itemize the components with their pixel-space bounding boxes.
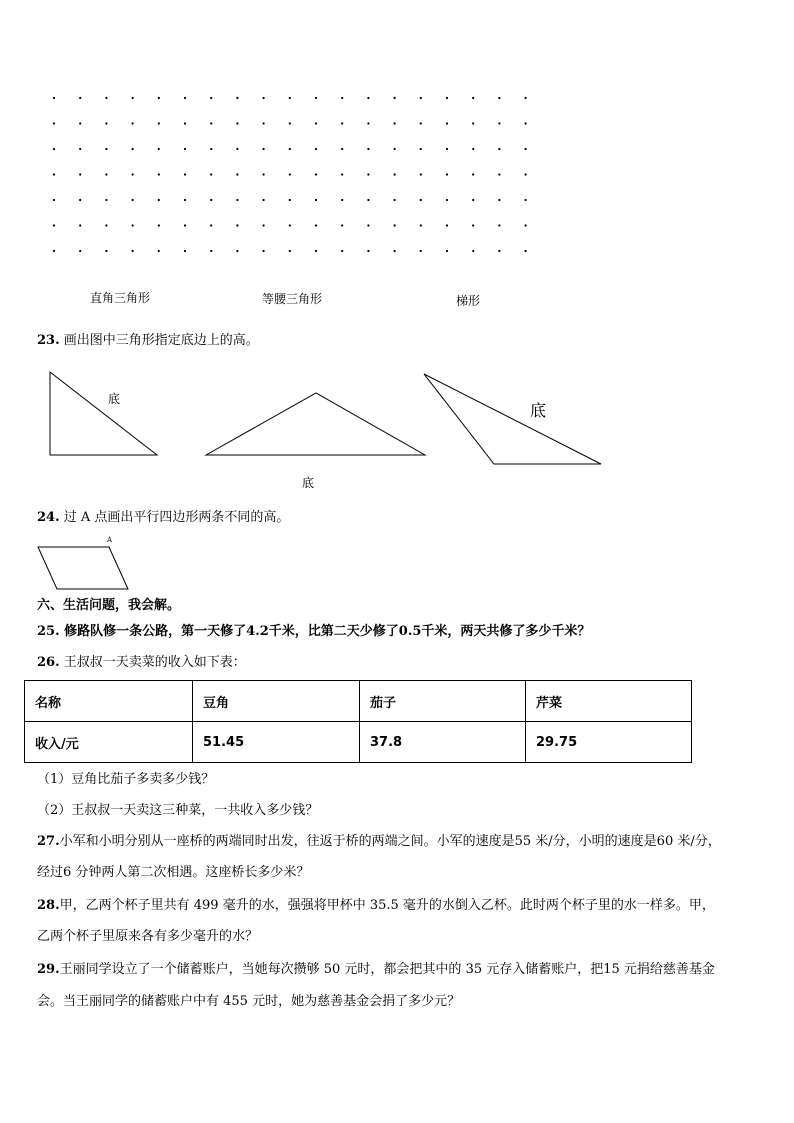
grid-dot <box>105 122 107 124</box>
q27-line2: 经过6 分钟两人第二次相遇。这座桥长多少米？ <box>37 865 310 880</box>
table-cell: 收入/元 <box>25 722 193 763</box>
grid-dot <box>394 173 396 175</box>
grid-dot <box>53 97 55 99</box>
grid-dot <box>525 224 527 226</box>
grid-dot <box>105 173 107 175</box>
q23-text: 画出图中三角形指定底边上的高。 <box>63 333 259 348</box>
grid-dot <box>446 199 448 201</box>
grid-dot <box>53 224 55 226</box>
q24-text: 过 A 点画出平行四边形两条不同的高。 <box>63 510 290 525</box>
grid-dot <box>289 173 291 175</box>
grid-dot <box>184 250 186 252</box>
q23-base-label-2: 底 <box>302 476 315 490</box>
grid-dot <box>105 199 107 201</box>
grid-dot <box>132 199 134 201</box>
grid-dot <box>210 224 212 226</box>
grid-dot <box>79 199 81 201</box>
grid-dot <box>525 250 527 252</box>
grid-dot <box>289 122 291 124</box>
grid-dot <box>236 122 238 124</box>
grid-dot <box>105 224 107 226</box>
grid-dot <box>53 148 55 150</box>
grid-dot <box>289 250 291 252</box>
grid-dot <box>472 97 474 99</box>
table-header-row <box>25 681 692 722</box>
table-header-cell: 茄子 <box>360 681 526 722</box>
grid-dot <box>498 199 500 201</box>
table-header-cell: 豆角 <box>193 681 360 722</box>
grid-dot <box>263 122 265 124</box>
grid-dot <box>525 97 527 99</box>
q28-line2: 乙两个杯子里原来各有多少毫升的水？ <box>37 929 259 944</box>
q23-number: 23. <box>37 333 60 348</box>
grid-dot <box>341 173 343 175</box>
q23-isosceles-triangle <box>206 393 425 455</box>
q23-obtuse-triangle <box>424 374 601 464</box>
grid-dot <box>394 199 396 201</box>
label-isosceles-triangle: 等腰三角形 <box>262 292 323 306</box>
grid-dot <box>184 224 186 226</box>
grid-dot <box>525 148 527 150</box>
q29-line1 <box>37 961 715 979</box>
grid-dot <box>367 148 369 150</box>
grid-dot <box>105 97 107 99</box>
table-cell: 37.8 <box>360 722 526 763</box>
grid-dot <box>420 173 422 175</box>
q28-text-line1: 甲，乙两个杯子里共有 499 毫升的水，强强将甲杯中 35.5 毫升的水倒入乙杯。此时两个杯子里的水一样多。甲， <box>59 898 715 913</box>
grid-dot <box>498 173 500 175</box>
grid-dot <box>472 224 474 226</box>
grid-dot <box>394 148 396 150</box>
grid-dot <box>341 122 343 124</box>
grid-dot <box>341 250 343 252</box>
grid-dot <box>525 173 527 175</box>
grid-dot <box>367 122 369 124</box>
grid-dot <box>263 224 265 226</box>
grid-dot <box>394 224 396 226</box>
grid-dot <box>367 97 369 99</box>
table-cell: 51.45 <box>193 722 360 763</box>
q25-text: 修路队修一条公路，第一天修了4.2千米，比第二天少修了0.5千米，两天共修了多少千米？ <box>64 624 591 639</box>
q24-parallelogram <box>38 547 128 589</box>
section6-title: 六、生活问题，我会解。 <box>37 598 181 613</box>
grid-dot <box>132 122 134 124</box>
grid-dot <box>315 199 317 201</box>
grid-dot <box>315 122 317 124</box>
grid-dot <box>315 250 317 252</box>
grid-dot <box>394 122 396 124</box>
grid-dot <box>105 148 107 150</box>
grid-dot <box>210 122 212 124</box>
grid-dot <box>263 199 265 201</box>
table-header-cell: 名称 <box>25 681 193 722</box>
grid-dot <box>132 250 134 252</box>
q23-right-triangle <box>50 372 157 455</box>
grid-dot <box>341 148 343 150</box>
grid-dot <box>79 173 81 175</box>
grid-dot <box>498 148 500 150</box>
grid-dot <box>472 173 474 175</box>
grid-dot <box>315 148 317 150</box>
grid-dot <box>79 224 81 226</box>
grid-dot <box>446 97 448 99</box>
grid-dot <box>472 250 474 252</box>
q27-number: 27. <box>37 834 60 849</box>
grid-dot <box>132 173 134 175</box>
grid-dot <box>420 250 422 252</box>
grid-dot <box>472 199 474 201</box>
dot-grid <box>53 97 527 252</box>
q26-question <box>37 654 246 672</box>
q26-text: 王叔叔一天卖菜的收入如下表： <box>63 655 246 670</box>
q27-text-line1: 小军和小明分别从一座桥的两端同时出发，往返于桥的两端之间。小军的速度是55 米/分，小明的速度是60 米/分， <box>59 834 721 849</box>
grid-dot <box>367 173 369 175</box>
q26-number: 26. <box>37 655 60 670</box>
grid-dot <box>367 224 369 226</box>
grid-dot <box>184 148 186 150</box>
grid-dot <box>236 97 238 99</box>
grid-dot <box>420 97 422 99</box>
grid-dot <box>158 250 160 252</box>
q29-number: 29. <box>37 962 60 977</box>
q27-line1 <box>37 833 721 851</box>
grid-dot <box>446 148 448 150</box>
grid-dot <box>498 122 500 124</box>
grid-dot <box>79 250 81 252</box>
grid-dot <box>184 199 186 201</box>
grid-dot <box>498 250 500 252</box>
q29-text-line1: 王丽同学设立了一个储蓄账户，当她每次攒够 50 元时，都会把其中的 35 元存入储蓄账户，把15 元捐给慈善基金 <box>59 962 715 977</box>
grid-dot <box>263 97 265 99</box>
grid-dot <box>132 97 134 99</box>
grid-dot <box>394 97 396 99</box>
grid-dot <box>236 199 238 201</box>
grid-dot <box>53 173 55 175</box>
grid-dot <box>315 173 317 175</box>
q26-sub2: （2）王叔叔一天卖这三种菜，一共收入多少钱？ <box>37 803 319 818</box>
table-cell: 29.75 <box>526 722 692 763</box>
q28-line1 <box>37 897 715 915</box>
grid-dot <box>158 148 160 150</box>
grid-dot <box>525 122 527 124</box>
grid-dot <box>132 224 134 226</box>
grid-dot <box>498 97 500 99</box>
table-header-cell: 芹菜 <box>526 681 692 722</box>
q29-line2: 会。当王丽同学的储蓄账户中有 455 元时，她为慈善基金会捐了多少元？ <box>37 994 461 1009</box>
grid-dot <box>315 97 317 99</box>
grid-dot <box>263 250 265 252</box>
grid-dot <box>132 148 134 150</box>
grid-dot <box>420 224 422 226</box>
label-trapezoid: 梯形 <box>456 294 481 308</box>
q24-question <box>37 509 289 527</box>
grid-dot <box>263 173 265 175</box>
grid-dot <box>236 224 238 226</box>
grid-dot <box>158 199 160 201</box>
grid-dot <box>420 122 422 124</box>
grid-dot <box>446 224 448 226</box>
grid-dot <box>289 224 291 226</box>
grid-dot <box>341 199 343 201</box>
grid-dot <box>315 224 317 226</box>
grid-dot <box>446 122 448 124</box>
grid-dot <box>184 173 186 175</box>
grid-dot <box>210 199 212 201</box>
table-row <box>25 722 692 763</box>
grid-dot <box>79 148 81 150</box>
grid-dot <box>420 199 422 201</box>
grid-dot <box>236 148 238 150</box>
grid-dot <box>236 173 238 175</box>
grid-dot <box>420 148 422 150</box>
q25-question <box>37 623 590 641</box>
grid-dot <box>53 250 55 252</box>
grid-dot <box>472 122 474 124</box>
grid-dot <box>341 224 343 226</box>
label-right-triangle: 直角三角形 <box>90 291 151 305</box>
q26-income-table <box>24 680 692 763</box>
grid-dot <box>158 122 160 124</box>
q24-number: 24. <box>37 510 60 525</box>
grid-dot <box>53 199 55 201</box>
grid-dot <box>525 199 527 201</box>
grid-dot <box>210 148 212 150</box>
grid-dot <box>210 173 212 175</box>
grid-dot <box>79 122 81 124</box>
q24-point-label: A <box>107 536 113 544</box>
grid-dot <box>236 250 238 252</box>
grid-dot <box>79 97 81 99</box>
grid-dot <box>367 199 369 201</box>
grid-dot <box>158 97 160 99</box>
grid-dot <box>158 224 160 226</box>
grid-dot <box>289 199 291 201</box>
grid-dot <box>394 250 396 252</box>
q23-question <box>37 332 259 350</box>
grid-dot <box>289 97 291 99</box>
grid-dot <box>341 97 343 99</box>
grid-dot <box>184 97 186 99</box>
q23-base-label-3: 底 <box>530 401 547 420</box>
grid-dot <box>210 97 212 99</box>
grid-dot <box>367 250 369 252</box>
grid-dot <box>210 250 212 252</box>
grid-dot <box>263 148 265 150</box>
grid-dot <box>184 122 186 124</box>
q28-number: 28. <box>37 898 60 913</box>
grid-dot <box>472 148 474 150</box>
grid-dot <box>498 224 500 226</box>
grid-dot <box>289 148 291 150</box>
q26-sub1: （1）豆角比茄子多卖多少钱？ <box>37 772 215 787</box>
grid-dot <box>158 173 160 175</box>
grid-dot <box>446 250 448 252</box>
grid-dot <box>446 173 448 175</box>
q23-base-label-1: 底 <box>108 392 121 406</box>
q25-number: 25. <box>37 624 60 639</box>
grid-dot <box>105 250 107 252</box>
grid-dot <box>53 122 55 124</box>
